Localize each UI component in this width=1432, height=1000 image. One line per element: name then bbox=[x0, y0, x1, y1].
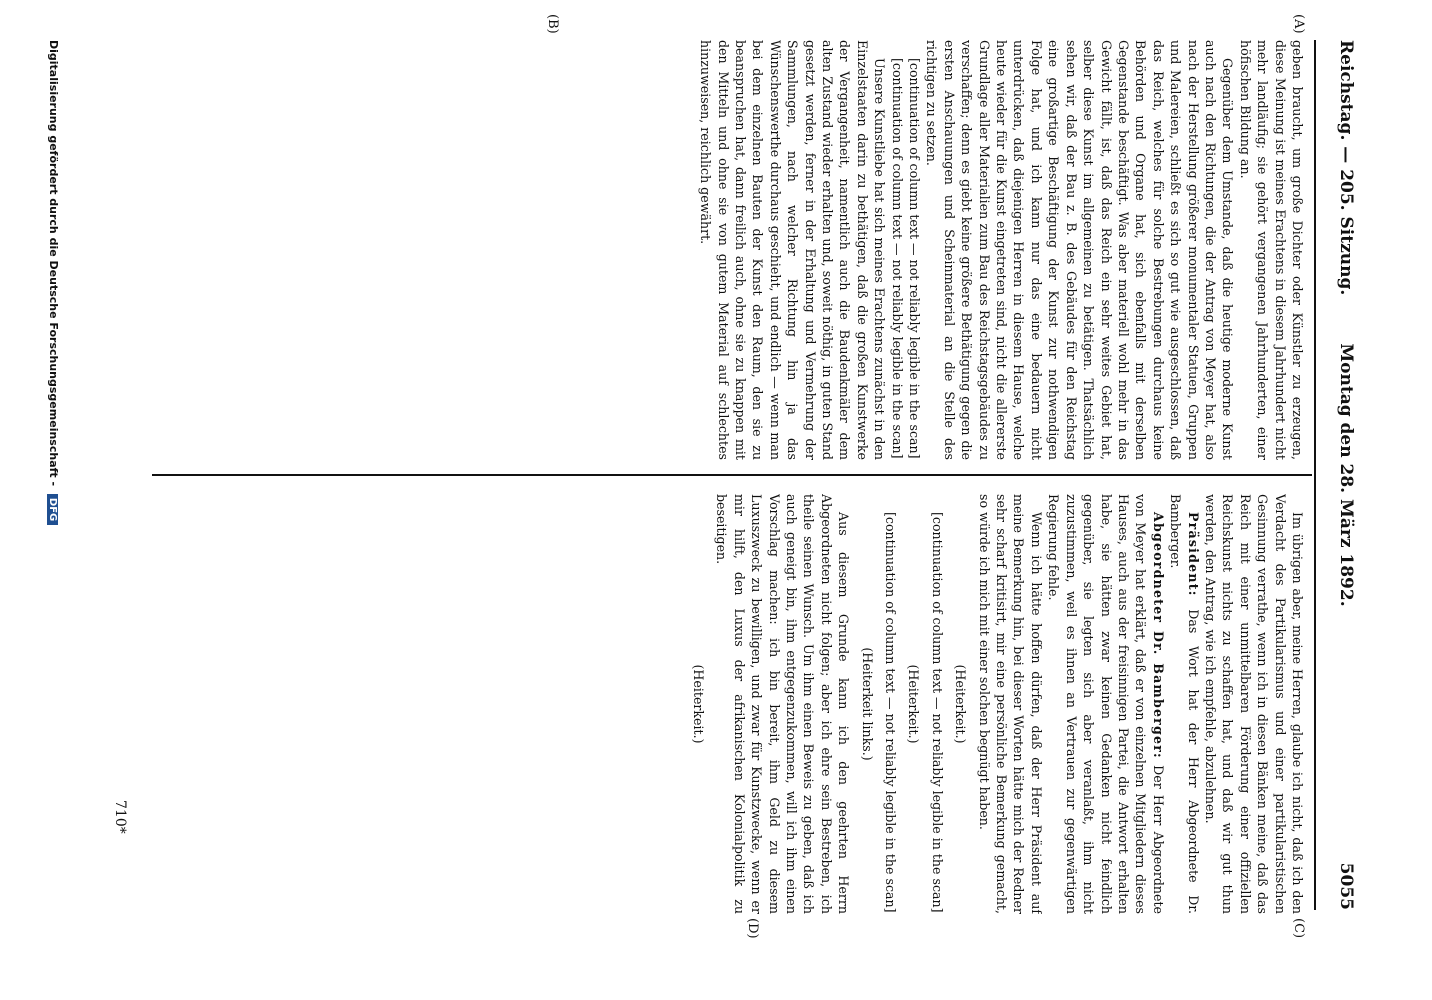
header-session: Reichstag. — 205. Sitzung. bbox=[1336, 40, 1356, 296]
page-header bbox=[1324, 40, 1360, 910]
stage-direction: (Heiterkeit.) bbox=[953, 664, 969, 744]
paragraph: Wenn ich hätte hoffen dürfen, daß der Herr Präsident auf meine Bemerkung hin, bei dieser Worten hätte mich der Redner sehr scharf kritisirt, mir eine persönliche Bemerkung gemacht, so würde ich mich mit einer solchen begnügt haben. bbox=[976, 494, 1044, 914]
stage-direction: (Heiterkeit.) bbox=[691, 664, 706, 744]
paragraph: [continuation of column text — not reliably legible in the scan] bbox=[907, 58, 923, 459]
speaker-text: Der Herr Abgeordnete von Meyer hat erklärt, daß er von einzelnen Mitgliedern dieses Hauses, auch aus der freisinnigen Partei, die Antwort erhalten habe, sie hätten zwar keinen Gedanken nicht feindlich gegenüber, sie legten sich aber veranlaßt, ihm nicht zuzustimmen, weil es ihnen an Vertrauen zur gegenwärtigen Regierung fehle. bbox=[1046, 494, 1166, 914]
stage-direction: (Heiterkeit.) bbox=[906, 664, 922, 744]
paragraph: [continuation of column text — not reliably legible in the scan] bbox=[883, 512, 899, 913]
margin-marker-b: (B) bbox=[545, 14, 560, 34]
digitization-note bbox=[47, 40, 60, 910]
header-date: Montag den 28. März 1892. bbox=[1336, 343, 1356, 607]
page-signature: 710* bbox=[112, 800, 128, 834]
margin-marker-a: (A) bbox=[1291, 14, 1306, 34]
right-column bbox=[116, 494, 1306, 914]
speaker-text: Das Wort hat der Herr Abgeordnete Dr. Bamberger. bbox=[1168, 494, 1201, 914]
paragraph: Unsere Kunstliebe hat sich meines Erachtens zunächst in den Einzelstaaten darin zu bethätigen, daß die großen Kunstwerke der Vergangenheit, namentlich auch die Baudenkmäler dem alten Zustand wieder erhalten und, soweit nöthig, in guten Stand gesetzt werden, ferner in der Erhaltung und Vermehrung der Sammlungen, nach welcher Richtung hin ja das Wünschenswerthe durchaus geschieht, und endlich — wenn man bei dem einzelnen Bauten der Kunst den Raum, den sie zu beanspruchen hat, dann freilich auch, ohne sie zu knappen mit den Mitteln und ohne sie von gutem Material auf schlechtes hinzuweisen, reichlich gewährt. bbox=[698, 40, 888, 460]
paragraph: Gegenüber dem Umstande, daß die heutige moderne Kunst auch nach den Richtungen, die der Antrag von Meyer hat, also nach der Herstellung größerer monumentaler Statuen, Gruppen und Malereien, schließt es sich so gut wie ausgeschlossen, daß das Reich, welches für solche Bestrebungen durchaus keine Behörden und Organe hat, sich ebenfalls mit derselben Gegenstande beschäftigt. Was aber materiell wohl mehr in das Gewicht fällt, ist, daß das Reich ein sehr weites Gebiet hat, selber diese Kunst im allgemeinen zu betätigen. Thatsächlich sehen wir, daß der Bau z. B. des Gebäudes für den Reichstag eine großartige Beschäftigung der Kunst zur nothwendigen Folge hat, und ich kann nur das eine bedauern nicht unterdrücken, daß diejenigen Herren in diesem Hause, welche heute wieder für die Kunst eingetreten sind, nicht die allererste Grundlage aller Materialien zum Bau des Reichstagsgebäudes zu verschaffen; denn es giebt keine größere Bethätigung gegen die ersten Anschauungen und Scheinmaterial an die Stelle des richtigen zu setzen. bbox=[924, 40, 1236, 460]
column-divider bbox=[152, 474, 1312, 476]
paragraph: geben braucht, um große Dichter oder Künstler zu erzeugen, diese Meinung ist meines Erachtens in diesem Jahrhundert nicht mehr landläufig; sie gehört vergangenen Jahrhunderten, einer höfischen Bildung an. bbox=[1237, 40, 1305, 460]
left-column bbox=[116, 40, 1306, 460]
paragraph: [continuation of column text — not reliably legible in the scan] bbox=[929, 512, 945, 913]
speaker-paragraph bbox=[1045, 494, 1167, 914]
speaker-name: Präsident: bbox=[1185, 512, 1201, 597]
speaker-name: Abgeordneter Dr. Bamberger: bbox=[1150, 512, 1166, 759]
margin-marker-d: (D) bbox=[745, 918, 760, 939]
paragraph: Im übrigen aber, meine Herren, glaube ich nicht, daß ich den Verdacht des Partikularismus und einer partikularistischen Gesinnung verrathe, wenn ich in diesen Bänken meine, daß das Reich mit einer unmittelbaren Förderung einer offiziellen Reichskunst nichts zu schaffen hat, und daß wir gut thun werden, den Antrag, wie ich empfehle, abzulehnen. bbox=[1202, 494, 1305, 914]
paragraph: [continuation of column text — not reliably legible in the scan] bbox=[889, 58, 905, 459]
margin-marker-c: (C) bbox=[1291, 918, 1306, 939]
header-rule bbox=[1314, 40, 1316, 910]
digitization-text: Digitalisierung gefördert durch die Deutsche Forschungsgemeinschaft - bbox=[47, 40, 60, 487]
speaker-paragraph bbox=[1167, 494, 1202, 914]
stage-direction: (Heiterkeit links.) bbox=[859, 647, 875, 761]
header-page-number: 5055 bbox=[1336, 862, 1356, 910]
dfg-logo: DFG bbox=[47, 494, 58, 525]
paragraph: Aus diesem Grunde kann ich den geehrten Herrn Abgeordneten nicht folgen; aber ich ehre sein Bestreben, ich theile seinen Wunsch. Um ihm einen Beweis zu geben, daß ich auch geneigt bin, ihm entgegenzukommen, will ich ihm einen Vorschlag machen: ich bin bereit, ihm Geld zu diesem Luxuszweck zu bewilligen, und zwar für Kunstzwecke, wenn er mir hilft, den Luxus der afrikanischen Kolonialpolitik zu beseitigen. bbox=[714, 494, 852, 914]
